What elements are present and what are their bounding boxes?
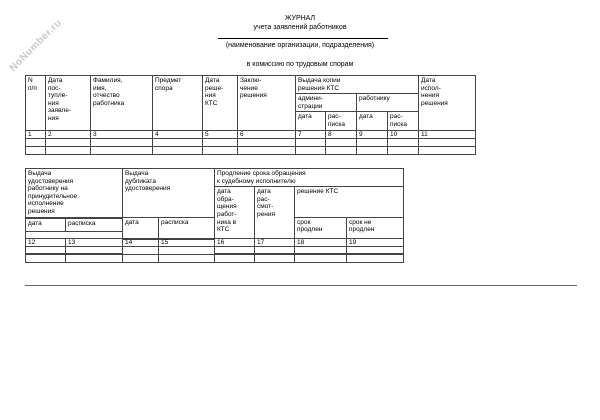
header-term-extended: срок продлен (295, 217, 347, 253)
header-receipt-date: Дата пос- тупле- ния заявле- ния (46, 76, 91, 131)
column-number: 11 (419, 130, 476, 138)
header-employee-date: дата (357, 112, 388, 130)
table-row (26, 138, 476, 146)
header-employee-name: Фамилия, имя, отчество работника (91, 76, 153, 131)
header-term-extension: Продление срока обращения к судебному исполнителю (215, 169, 404, 187)
header-decision-conclusion: Заклю- чение решения (238, 76, 296, 131)
header-administration: админи- страции (296, 94, 357, 112)
table-row (26, 146, 476, 154)
header-review-date: дата рас- смот- рения (255, 187, 295, 253)
column-number: 10 (388, 130, 419, 138)
header-certificate-issue: Выдача удостоверения работнику на принудительное исполнение решения (26, 169, 123, 218)
header-dispute-subject: Предмет спора (153, 76, 203, 131)
header-admin-date: дата (296, 112, 326, 130)
header-duplicate-issue: Выдача дубликата удостоверения (123, 169, 215, 218)
header-admin-receipt: рас- писка (326, 112, 357, 130)
column-number: 5 (203, 130, 238, 138)
header-employee-receipt: рас- писка (388, 112, 419, 130)
column-number: 12 (26, 239, 66, 247)
journal-subtitle: учета заявлений работников (253, 24, 347, 31)
header-certificate-receipt: расписка (66, 219, 123, 232)
header-execution-date: Дата испол- нения решения (419, 76, 476, 131)
watermark-text: NoNumber.ru (7, 17, 65, 74)
column-number: 9 (357, 130, 388, 138)
certificate-subheader (25, 218, 123, 232)
header-certificate-date: дата (26, 219, 66, 232)
column-number: 7 (296, 130, 326, 138)
header-number: N п/п (26, 76, 46, 131)
column-number: 14 (123, 239, 159, 247)
column-number: 1 (26, 130, 46, 138)
column-number: 19 (347, 239, 404, 247)
header-employee: работнику (357, 94, 419, 112)
column-number: 16 (215, 239, 255, 247)
column-number: 13 (66, 239, 123, 247)
commission-line: в комиссию по трудовым спорам (246, 61, 354, 68)
header-kts-decision: решение КТС (295, 187, 404, 217)
journal-title: ЖУРНАЛ (284, 15, 316, 22)
column-number: 4 (153, 130, 203, 138)
footer-divider (25, 285, 577, 286)
header-duplicate-receipt: расписка (159, 217, 215, 239)
header-duplicate-date: дата (123, 217, 159, 239)
journal-table-part-1 (25, 75, 476, 155)
column-number: 2 (46, 130, 91, 138)
column-number: 6 (238, 130, 296, 138)
column-number: 17 (255, 239, 295, 247)
header-decision-date: Дата реше- ния КТС (203, 76, 238, 131)
header-term-not-extended: срок не продлен (347, 217, 404, 253)
header-copy-issue: Выдача копии решения КТС (296, 76, 419, 94)
column-number: 15 (159, 239, 215, 247)
organization-hint: (наименование организации, подразделения) (225, 42, 375, 49)
journal-table-part-2-body (25, 238, 404, 263)
column-number: 18 (295, 239, 347, 247)
organization-underline (218, 38, 388, 39)
table-row (26, 247, 404, 255)
table-row (26, 255, 404, 263)
column-number: 8 (326, 130, 357, 138)
column-number: 3 (91, 130, 153, 138)
header-appeal-date: дата обра- щения работ- ника в КТС (215, 187, 255, 253)
